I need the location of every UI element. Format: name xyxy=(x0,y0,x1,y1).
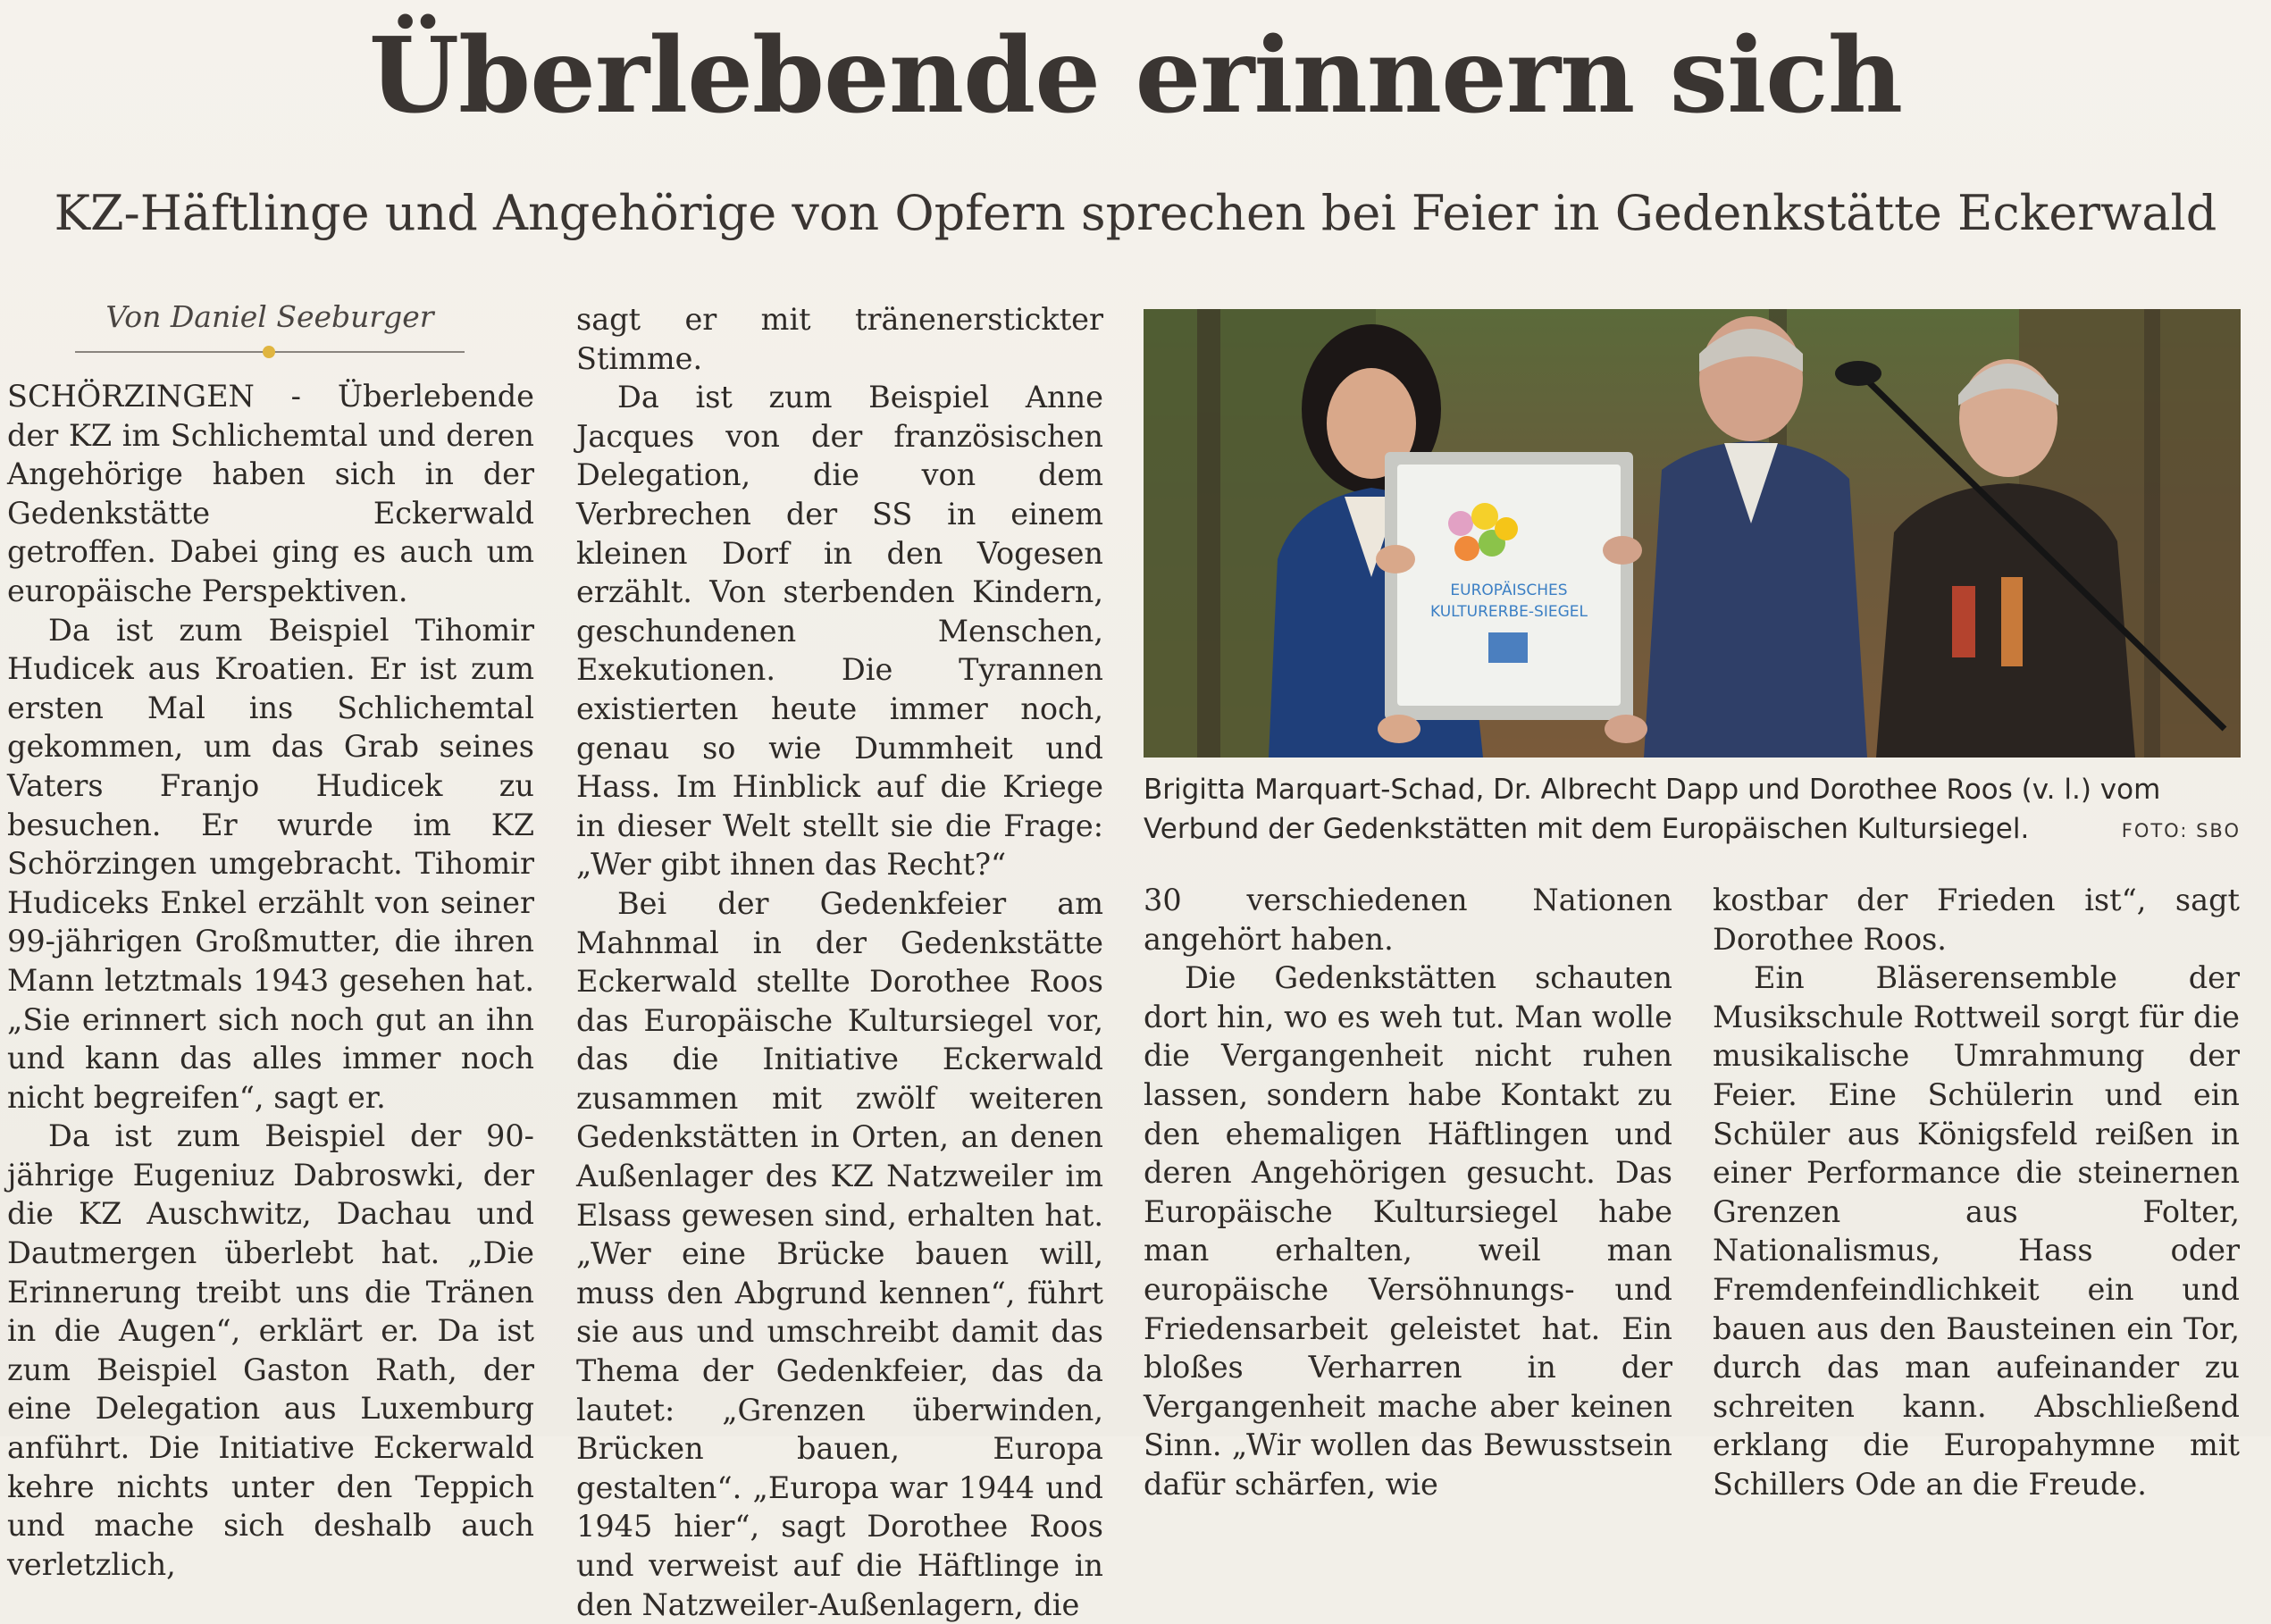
sign-text-line2: KULTURERBE-SIEGEL xyxy=(1430,603,1588,621)
article-paragraph: Bei der Gedenkfeier am Mahnmal in der Gedenkstätte Eckerwald stellte Dorothee Roos das Europäische Kultursiegel vor, das die Initiative Eckerwald zusammen mit zwölf weiteren Gedenkstätten in Orten, an denen Außenlager des KZ Natzweiler im Elsass gewesen sind, erhalten hat. „Wer eine Brücke bauen will, muss den Abgrund kennen“, führt sie aus und umschreibt damit das Thema der Gedenkfeier, das da lautet: „Grenzen überwinden, Brücken bauen, Europa gestalten“. „Europa war 1944 und 1945 hier“, sagt Dorothee Roos und verweist auf die Häftlinge in den Natzweiler-Außenlagern, die xyxy=(576,885,1103,1622)
article-column-1 xyxy=(7,377,534,1584)
article-photo xyxy=(1144,309,2241,758)
article-headline: Überlebende erinnern sich xyxy=(368,15,1903,137)
article-paragraph: 30 verschiedenen Nationen angehört haben. xyxy=(1144,883,1672,957)
photo-credit: FOTO: SBO xyxy=(2121,820,2241,841)
byline-dot-ornament xyxy=(263,346,275,358)
article-byline: Von Daniel Seeburger xyxy=(105,299,434,334)
article-paragraph: Da ist zum Beispiel Tihomir Hudicek aus Kroatien. Er ist zum ersten Mal ins Schlichemtal gekommen, um das Grab seines Vaters Franjo Hudicek zu besuchen. Er wurde im KZ Schörzingen umgebracht. Tihomir Hudiceks Enkel erzählt von seiner 99-jährigen Großmutter, die ihren Mann letztmals 1943 gesehen hat. „Sie erinnert sich noch gut an ihn und kann das alles immer noch nicht begreifen“, sagt er. xyxy=(7,612,534,1115)
photo-caption xyxy=(1144,770,2241,850)
article-paragraph: Ein Bläserensemble der Musikschule Rottweil sorgt für die musikalische Umrahmung der Feier. Eine Schülerin und ein Schüler aus Königsfeld reißen in einer Performance die steinernen Grenzen aus Folter, Nationalismus, Hass oder Fremdenfeindlichkeit ein und bauen aus den Bausteinen ein Tor, durch das man aufeinander zu schreiten kann. Abschließend erklang die Europahymne mit Schillers Ode an die Freude. xyxy=(1713,960,2240,1502)
article-paragraph: sagt er mit tränenerstickter Stimme. xyxy=(576,302,1103,376)
article-column-3 xyxy=(1144,881,1672,1504)
photo-caption-line1: Brigitta Marquart-Schad, Dr. Albrecht Dapp und Dorothee Roos (v. l.) vom xyxy=(1144,774,2161,806)
article-paragraph: kostbar der Frieden ist“, sagt Dorothee Roos. xyxy=(1713,883,2240,957)
article-subheadline: KZ-Häftlinge und Angehörige von Opfern sprechen bei Feier in Gedenkstätte Eckerwald xyxy=(54,185,2217,241)
article-column-4 xyxy=(1713,881,2240,1504)
article-paragraph: Die Gedenkstätten schauten dort hin, wo es weh tut. Man wolle die Vergangenheit nicht ruhen lassen, sondern habe Kontakt zu den ehemaligen Häftlingen und deren Angehörigen gesucht. Das Europäische Kultursiegel habe man erhalten, weil man europäische Versöhnungs- und Friedensarbeit geleistet hat. Ein bloßes Verharren in der Vergangenheit mache aber keinen Sinn. „Wir wollen das Bewusstsein dafür schärfen, wie xyxy=(1144,960,1672,1502)
article-paragraph: Da ist zum Beispiel der 90-jährige Eugeniuz Dabroswki, der die KZ Auschwitz, Dachau und Dautmergen überlebt hat. „Die Erinnerung treibt uns die Tränen in die Augen“, erklärt er. Da ist zum Beispiel Gaston Rath, der eine Delegation aus Luxemburg anführt. Die Initiative Eckerwald kehre nichts unter den Teppich und mache sich deshalb auch verletzlich, xyxy=(7,1118,534,1582)
photo-caption-line2: Verbund der Gedenkstätten mit dem Europäischen Kultursiegel. xyxy=(1144,813,2030,845)
sign-text-line1: EUROPÄISCHES xyxy=(1450,582,1568,599)
photo-illustration xyxy=(1144,309,2241,758)
article-paragraph: Da ist zum Beispiel Anne Jacques von der französischen Delegation, die von dem Verbrechen der SS in einem kleinen Dorf in den Vogesen erzählt. Von sterbenden Kindern, geschundenen Menschen, Exekutionen. Die Tyrannen existierten heute immer noch, genau so wie Dummheit und Hass. Im Hinblick auf die Kriege in dieser Welt stellt sie die Frage: „Wer gibt ihnen das Recht?“ xyxy=(576,380,1103,883)
article-paragraph: SCHÖRZINGEN - Überlebende der KZ im Schlichemtal und deren Angehörige haben sich in der Gedenkstätte Eckerwald getroffen. Dabei ging es auch um europäische Perspektiven. xyxy=(7,379,534,608)
article-column-2 xyxy=(576,300,1103,1624)
